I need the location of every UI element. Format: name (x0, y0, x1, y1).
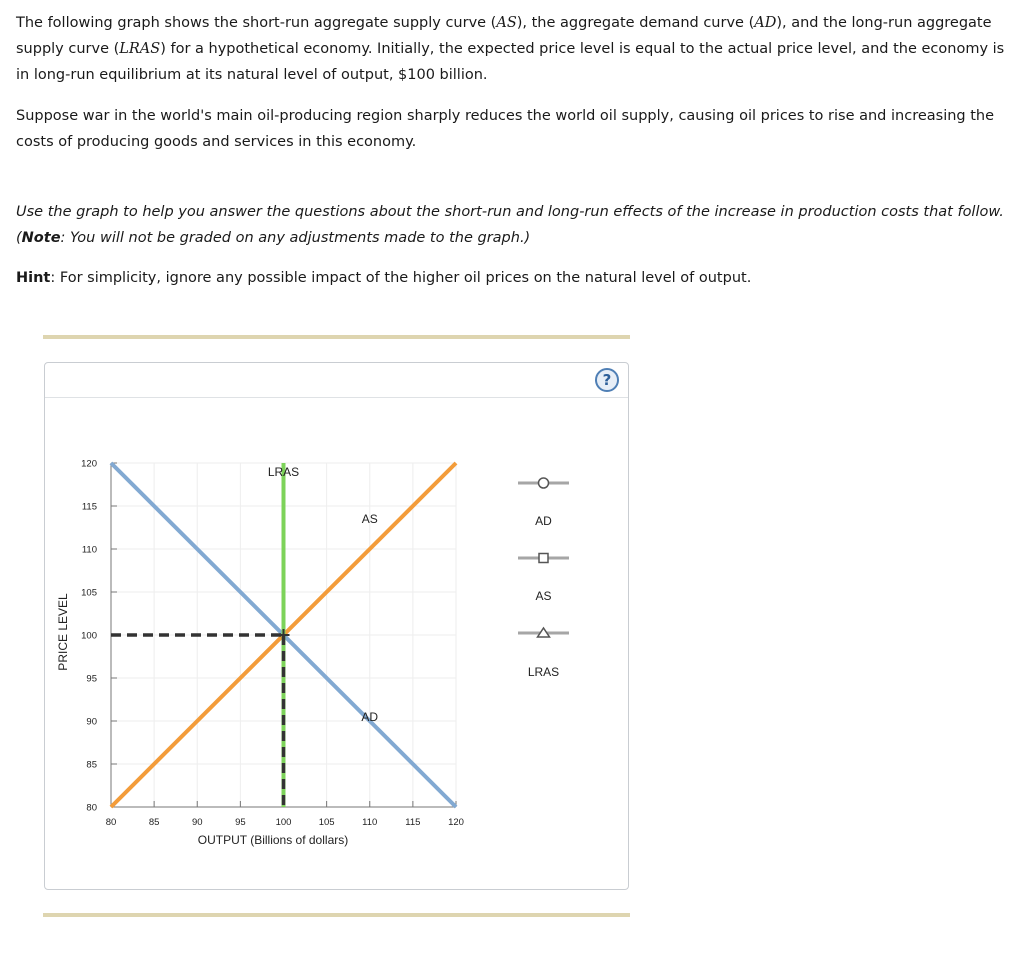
x-tick-label: 110 (362, 817, 378, 828)
x-axis-label: OUTPUT (Billions of dollars) (197, 833, 349, 847)
x-tick-label: 85 (148, 817, 160, 828)
hint-paragraph: Hint: For simplicity, ignore any possible impact of the higher oil prices on the natural level of output. (16, 270, 752, 286)
ad-curve-label: AD (361, 710, 379, 724)
y-tick-label: 100 (81, 630, 97, 642)
x-tick-label: 105 (318, 817, 335, 828)
y-tick-label: 95 (86, 673, 97, 685)
legend-ad-tool[interactable] (518, 478, 569, 528)
x-tick-label: 100 (275, 817, 292, 828)
y-tick-label: 90 (86, 716, 97, 728)
y-tick-label: 105 (81, 587, 97, 599)
instructions-paragraph: Use the graph to help you answer the questions about the short-run and long-run effects of the increase in production costs that follow. (Note: You will not be graded on any adjustments made to the graph.) (16, 204, 1004, 246)
divider-top (43, 335, 630, 339)
graph-panel (44, 362, 629, 890)
chart (45, 397, 628, 889)
y-tick-label: 80 (86, 802, 97, 814)
x-tick-label: 95 (235, 817, 246, 828)
as-curve-label: AS (361, 512, 378, 527)
square-icon (539, 554, 548, 563)
graph-panel-header (45, 363, 628, 398)
intro-paragraph-2: Suppose war in the world's main oil-producing region sharply reduces the world oil supply, causing oil prices to rise and increasing the costs of producing goods and services in this economy. (16, 108, 995, 150)
y-tick-label: 110 (81, 544, 97, 556)
lras-curve-label: LRAS (267, 464, 300, 479)
circle-icon (539, 478, 549, 488)
x-tick-label: 120 (448, 817, 464, 828)
legend-lras-tool[interactable] (518, 628, 569, 679)
divider-bottom (43, 913, 630, 917)
x-tick-label: 115 (405, 817, 421, 828)
intro-paragraph-1: The following graph shows the short-run aggregate supply curve (AS), the aggregate demand curve (AD), and the long-run aggregate supply curve (LRAS) for a hypothetical economy. Initially, the expected price level is equal to the actual price level, and the economy is in long-run equilibrium at its natural level of output, $100 billion. (16, 15, 1005, 83)
legend-lras-label: LRAS (527, 665, 560, 679)
y-tick-label: 120 (81, 458, 97, 470)
y-tick-label: 85 (86, 759, 97, 771)
x-tick-label: 90 (191, 817, 203, 828)
legend-ad-label: AD (535, 514, 552, 528)
x-tick-label: 80 (105, 817, 117, 828)
legend-as-label: AS (535, 589, 552, 603)
y-axis-label: PRICE LEVEL (56, 593, 70, 671)
legend-as-tool[interactable] (518, 554, 569, 604)
y-tick-label: 115 (81, 501, 97, 513)
help-icon[interactable]: ? (595, 368, 619, 392)
